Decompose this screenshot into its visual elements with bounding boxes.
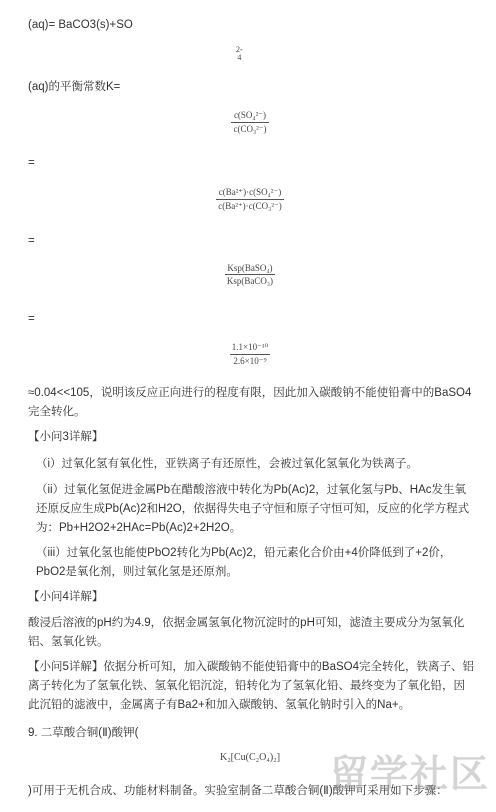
q3-part-i: （i）过氧化氢有氧化性，亚铁离子有还原性，会被过氧化氢氧化为铁离子。 bbox=[36, 458, 419, 470]
equals-1: = bbox=[28, 157, 35, 169]
equals-3: = bbox=[28, 313, 35, 325]
q4-heading: 【小问4详解】 bbox=[28, 591, 104, 603]
formula-k2-cu-c2o4: K₂[Cu(C₂O₄)₂] bbox=[219, 752, 281, 763]
sulfate-charge-label: 2- 4 bbox=[236, 45, 243, 62]
fraction-1: $\frac{\text{c(SO₄²⁻)}}{\text{c(CO₃²⁻)}}$ bbox=[233, 110, 267, 134]
fraction-4: $\frac{\text{1.1×10⁻¹⁰}}{\text{2.6×10⁻⁹}}$ bbox=[231, 342, 269, 366]
q4-body: 酸浸后溶液的pH约为4.9，依据金属氢氧化物沉淀时的pH可知，滤渣主要成分为氢氧化铝、氢氧化铁。 bbox=[28, 617, 465, 648]
fraction-3: $\frac{\text{Ksp(BaSO₄)}}{\text{Ksp(BaCO₃)}}$ bbox=[226, 263, 274, 286]
q5-body: 【小问5详解】依据分析可知，加入碳酸钠不能使铅膏中的BaSO4完全转化，铁离子、铝离子转化为了氢氧化铁、氢氧化铝沉淀，铅转化为了氢氧化铅、最终变为了氧化铅，因此沉铅的滤液中，金属离子有Ba2+和加入碳酸钠、氢氧化钠时引入的Na+。 bbox=[28, 661, 474, 711]
equals-2: = bbox=[28, 235, 35, 247]
conclusion-paragraph: ≈0.04<<105，说明该反应正向进行的程度有限，因此加入碳酸钠不能使铅膏中的BaSO4完全转化。 bbox=[28, 387, 472, 418]
fraction-2: $\frac{\text{c(Ba²⁺)·c(SO₄²⁻)}}{\text{c(Ba²⁺)·c(CO₃²⁻)}}$ bbox=[218, 187, 282, 211]
q9-heading: 9. 二草酸合铜(Ⅱ)酸钾( bbox=[28, 727, 139, 739]
site-watermark: 留学社区 bbox=[329, 752, 490, 796]
q3-heading: 【小问3详解】 bbox=[28, 431, 104, 443]
text-line-2: (aq)的平衡常数K= bbox=[28, 81, 121, 93]
text-line-1: (aq)= BaCO3(s)+SO bbox=[28, 19, 133, 31]
q3-part-iii: （iii）过氧化氢也能使PbO2转化为Pb(Ac)2，铅元素化合价由+4价降低到了+2价，PbO2是氧化剂，则过氧化氢是还原剂。 bbox=[36, 547, 452, 578]
q3-part-ii: （ii）过氧化氢促进金属Pb在醋酸溶液中转化为Pb(Ac)2，过氧化氢与Pb、HAc发生氧还原反应生成Pb(Ac)2和H2O，依据得失电子守恒和原子守恒可知，反应的化学方程式为：Pb+H2O2+2HAc=Pb(Ac)2+2H2O。 bbox=[36, 484, 470, 534]
q9-tail: )可用于无机合成、功能材料制备。实验室制备二草酸合铜(Ⅱ)酸钾可采用如下步骤： bbox=[28, 785, 448, 797]
